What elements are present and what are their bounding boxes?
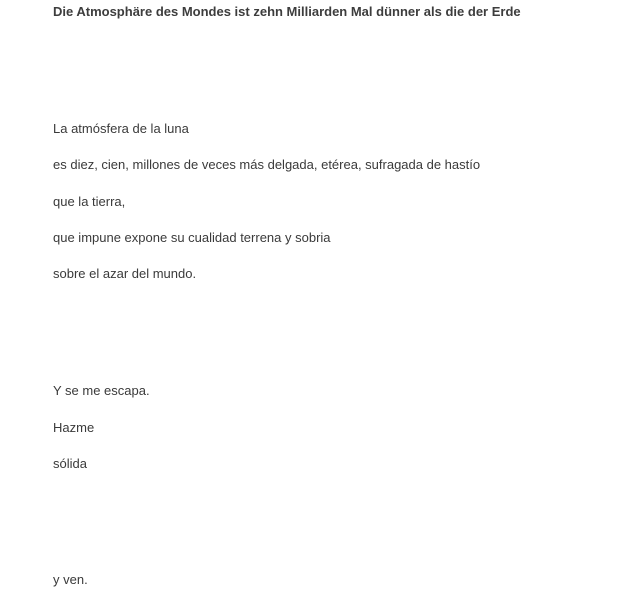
poem-line: Hazme [53,420,95,435]
poem-line: Y se me escapa. [53,383,150,398]
poem-line: La atmósfera de la luna [53,121,189,136]
poem-line: y ven. [53,572,88,587]
poem-line: sólida [53,456,87,471]
poem-line: que la tierra, [53,194,126,209]
poem-line: es diez, cien, millones de veces más delgada, etérea, sufragada de hastío [53,157,481,172]
poem-line: que impune expone su cualidad terrena y sobria [53,230,331,245]
poem-title: Die Atmosphäre des Mondes ist zehn Milliarden Mal dünner als die der Erde [53,4,521,19]
poem-line: sobre el azar del mundo. [53,266,197,281]
